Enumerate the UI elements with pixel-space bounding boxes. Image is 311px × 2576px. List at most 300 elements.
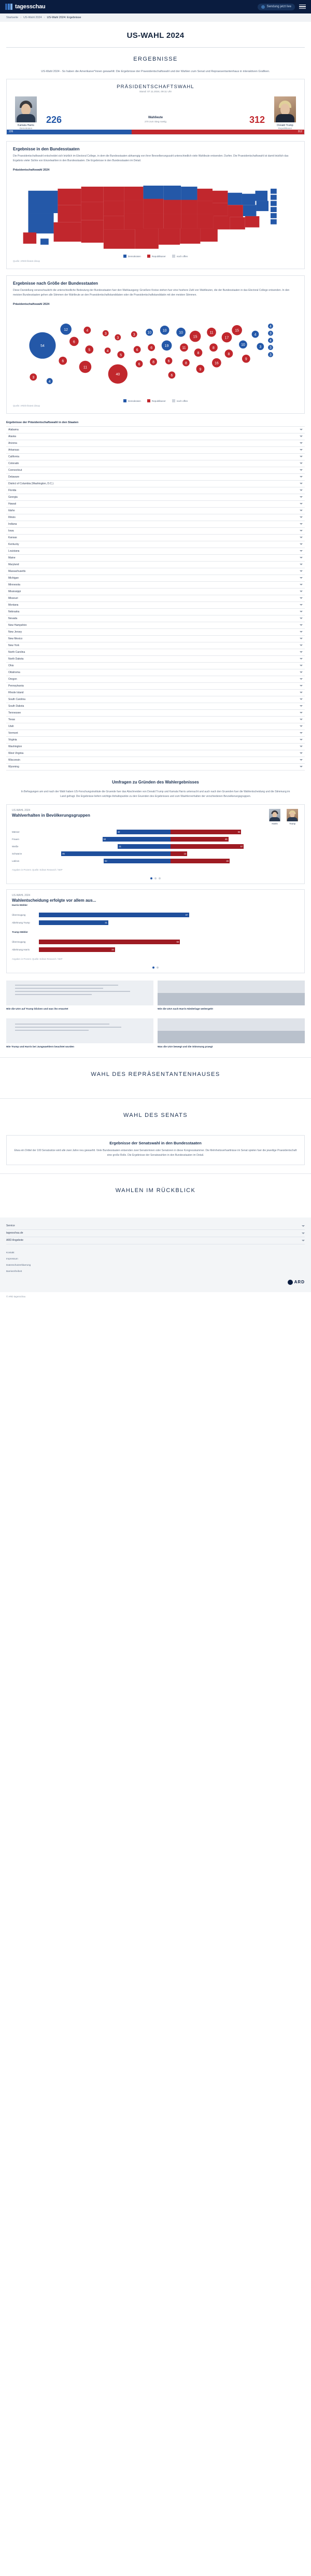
- president-candidates-row: [7, 96, 304, 130]
- chart-bar-trump: 13: [171, 851, 187, 856]
- svg-text:10: 10: [147, 331, 152, 335]
- chevron-down-icon: [300, 564, 303, 565]
- teaser-2[interactable]: [6, 1018, 153, 1049]
- chevron-down-icon: [300, 766, 303, 767]
- live-status-pill[interactable]: [258, 4, 295, 10]
- chevron-down-icon: [302, 1233, 305, 1234]
- chart-groups-header: [7, 805, 304, 825]
- results-intro: US-Wahl 2024 - So haben die Amerikaner*innen gewaehlt: Die Ergebnisse der Praesidentschaftswahl und der Wahlen zum Senat und Repraesentantenhaus in interaktiven Grafiken.: [41, 70, 270, 73]
- chart-bar-harris: 53: [103, 837, 171, 842]
- chart-bar-harris: 41: [118, 844, 171, 849]
- state-row[interactable]: [6, 656, 305, 663]
- teaser-2-thumbnail: [6, 1018, 153, 1043]
- chart-motivation-bars-a: [7, 908, 304, 930]
- teaser-1-title: Wie die USA nach Harris Niederlage weitergeht: [158, 1007, 213, 1011]
- state-row[interactable]: [6, 629, 305, 636]
- chart-card-motivation: [6, 889, 305, 973]
- state-row[interactable]: [6, 582, 305, 589]
- state-row[interactable]: [6, 575, 305, 582]
- svg-text:6: 6: [138, 362, 140, 367]
- state-row[interactable]: [6, 487, 305, 494]
- live-status-label: Sendung jetzt live: [266, 5, 291, 8]
- chevron-down-icon: [300, 698, 303, 700]
- footer: [0, 1217, 311, 1292]
- top-bar: [0, 0, 311, 13]
- bubble-map-source: Quelle: ARD/Infratest dimap: [13, 404, 40, 407]
- breadcrumb-item-0[interactable]: Startseite: [6, 16, 19, 19]
- breadcrumb: [0, 13, 311, 22]
- state-row-label: Michigan: [8, 576, 19, 580]
- chart-bar-row: [12, 920, 299, 926]
- state-map-description: Die Praesidentschaftswahl entscheidet sich letztlich im Electoral College, in dem die Bundesstaaten abhaengig von ihrer Bevoelkerungszahl unterschiedlich viele Wahlleute entsenden. Durfen. Die Praesidentschaftswahl ist damit letztlich das Ergebnis vieler Sichte von Einzelwahlen in den Bundesstaaten. Die Ergebnisse in den Bundesstaaten im Detail.: [13, 154, 289, 162]
- svg-text:12: 12: [64, 328, 68, 332]
- state-row[interactable]: [6, 548, 305, 555]
- bubble-map-description: Diese Darstellung veranschaulicht die unterschiedliche Bedeutung der Bundesstaaten fuer den Wahlausgang: Groeßere Kreise stehen fuer eine hoehere Zahl von Wahlleuten, die der Bundesstaaten in das Electoral College entsenden. In den meisten Bundesstaaten gehen alle Stimmen der Wahlleute an den Praesidentschaftskandidaten oder die Praesidentschaftskandidatin mit den meisten Stimmen.: [13, 288, 290, 297]
- footer-links: [6, 1250, 305, 1275]
- electors-label-main: Wahlleute: [148, 116, 163, 120]
- chart-groups-candidates: [268, 809, 299, 825]
- chevron-down-icon: [300, 543, 303, 545]
- chevron-down-icon: [300, 685, 303, 687]
- chevron-down-icon: [300, 665, 303, 666]
- footer-section-1-label: tagesschau.de: [6, 1231, 23, 1235]
- svg-text:6: 6: [62, 359, 64, 363]
- svg-text:40: 40: [116, 372, 120, 376]
- state-row[interactable]: [6, 602, 305, 609]
- state-row[interactable]: [6, 696, 305, 703]
- state-row[interactable]: [6, 427, 305, 433]
- state-row[interactable]: [6, 744, 305, 750]
- state-row[interactable]: [6, 676, 305, 683]
- harris-electors: 226: [46, 114, 62, 125]
- state-row[interactable]: [6, 757, 305, 764]
- breadcrumb-separator-icon: ›: [20, 16, 22, 19]
- state-row[interactable]: [6, 690, 305, 696]
- state-row[interactable]: [6, 764, 305, 771]
- footer-section-2[interactable]: [6, 1237, 305, 1244]
- teaser-2-title: Wie Trump und Harris bei Jungwaehlern beachtet wurden: [6, 1045, 75, 1048]
- candidate-trump-photo: [274, 96, 296, 122]
- chevron-down-icon: [300, 496, 303, 498]
- state-row-label: Texas: [8, 718, 16, 721]
- chart-bar-row: [12, 836, 299, 842]
- state-row[interactable]: [6, 703, 305, 710]
- chart-bar-track: [42, 830, 299, 834]
- logo-mark-icon: [5, 4, 12, 10]
- chevron-down-icon: [300, 577, 303, 579]
- map-source: Quelle: ARD/Infratest dimap: [13, 259, 40, 262]
- chevron-down-icon: [300, 584, 303, 585]
- state-row[interactable]: [6, 750, 305, 757]
- svg-text:6: 6: [73, 340, 75, 344]
- chart-bar-row: [12, 858, 299, 864]
- brand-name: tagesschau: [15, 4, 46, 10]
- chevron-down-icon: [300, 523, 303, 525]
- svg-text:19: 19: [164, 344, 169, 348]
- state-row[interactable]: [6, 669, 305, 676]
- chevron-down-icon: [300, 442, 303, 444]
- chevron-down-icon: [300, 557, 303, 558]
- chevron-down-icon: [300, 732, 303, 734]
- chart-bar-row: [12, 844, 299, 849]
- state-row[interactable]: [6, 460, 305, 467]
- senate-card-text: Etwa ein Drittel der 100 Senatssitze wird alle zwei Jahre neu gewaehlt. Viele Bundesstaaten entsenden zwei Senatorinnen oder Senatoren in diese Kongresskammer. Die Mehrheitsverhaeltnisse im Senat spielen fuer die jeweilige Praesidentschaft eine große Rolle. Die Ergebnisse der Senatswahlen in den Bundesstaaten im Detail.: [14, 1149, 297, 1157]
- chevron-down-icon: [300, 678, 303, 680]
- svg-text:8: 8: [185, 361, 187, 366]
- retrospective-heading: WAHLEN IM RÜCKBLICK: [115, 1187, 196, 1194]
- state-row-label: Kansas: [8, 536, 17, 539]
- legend-open: noch offen: [172, 255, 188, 258]
- usa-map-svg: [13, 175, 298, 253]
- surveys-heading-block: [0, 771, 311, 787]
- svg-text:8: 8: [197, 351, 200, 355]
- chart-bar-category: Ablehnung Trump: [12, 921, 30, 924]
- chevron-down-icon: [300, 631, 303, 633]
- state-row-label: Wisconsin: [8, 758, 20, 762]
- bar-harris-value: 226: [9, 130, 13, 134]
- teaser-3-title: Was die USA bewegt und die Stimmung praegt: [158, 1045, 213, 1048]
- state-row-label: Minnesota: [8, 583, 21, 586]
- chart-bar-row: [12, 947, 299, 953]
- chart-bar-track: [42, 844, 299, 849]
- state-row[interactable]: [6, 528, 305, 535]
- state-row[interactable]: [6, 663, 305, 669]
- ard-ball-icon: [288, 1280, 293, 1285]
- chevron-down-icon: [300, 597, 303, 599]
- svg-text:3: 3: [32, 375, 35, 380]
- retrospective-section: [0, 1173, 311, 1206]
- state-row[interactable]: [6, 737, 305, 744]
- carousel-dot-1[interactable]: [150, 877, 152, 879]
- chevron-down-icon: [300, 645, 303, 646]
- state-row[interactable]: [6, 467, 305, 474]
- state-row-label: Colorado: [8, 461, 19, 465]
- state-row[interactable]: [6, 541, 305, 548]
- chart-bar-harris: 42: [117, 830, 171, 834]
- state-row[interactable]: [6, 622, 305, 629]
- mini-candidate-harris: [268, 809, 281, 825]
- chevron-down-icon: [300, 638, 303, 639]
- chevron-down-icon: [300, 705, 303, 707]
- state-row-label: Oregon: [8, 677, 17, 681]
- state-row[interactable]: [6, 494, 305, 501]
- usa-bubble-map[interactable]: [13, 309, 298, 397]
- svg-text:5: 5: [88, 348, 91, 352]
- chart-motivation-kicker: US-WAHL 2024: [12, 893, 31, 897]
- chart-carousel-dots[interactable]: [7, 875, 304, 884]
- senate-heading: WAHL DES SENATS: [123, 1112, 188, 1118]
- svg-text:6: 6: [167, 359, 170, 363]
- carousel-dot-2[interactable]: [154, 877, 157, 879]
- svg-text:8: 8: [228, 352, 230, 356]
- chevron-down-icon: [300, 570, 303, 572]
- teaser-0[interactable]: [6, 981, 153, 1011]
- state-row-label: Missouri: [8, 596, 18, 600]
- bar-trump-value: 312: [298, 130, 302, 134]
- state-row-label: Kentucky: [8, 542, 19, 546]
- state-row-label: Wyoming: [8, 765, 19, 768]
- breadcrumb-separator-icon: ›: [44, 16, 45, 19]
- chevron-down-icon: [300, 604, 303, 606]
- chart-bar-value: 63: [39, 940, 180, 944]
- svg-text:9: 9: [245, 357, 247, 361]
- state-row[interactable]: [6, 717, 305, 723]
- state-row[interactable]: [6, 642, 305, 649]
- teaser-3[interactable]: [158, 1018, 305, 1049]
- svg-text:6: 6: [171, 373, 173, 377]
- state-row[interactable]: [6, 615, 305, 622]
- chevron-down-icon: [300, 658, 303, 660]
- bubble-map-legend: [13, 399, 298, 402]
- teaser-1[interactable]: [158, 981, 305, 1011]
- president-timestamp: Stand: 07.11.2024, 09:11 Uhr: [139, 90, 172, 93]
- state-row-label: Oklahoma: [8, 670, 20, 674]
- chart-bar-category: Weiße: [12, 845, 19, 848]
- state-row-label: Montana: [8, 603, 19, 607]
- chart-groups-source: Angaben in Prozent. Quelle: Edison Research / NEP: [12, 868, 63, 871]
- state-row[interactable]: [6, 649, 305, 656]
- footer-section-0[interactable]: [6, 1223, 305, 1230]
- state-row-label: Utah: [8, 724, 14, 728]
- chevron-down-icon: [300, 476, 303, 478]
- state-row[interactable]: [6, 710, 305, 717]
- state-row[interactable]: [6, 595, 305, 602]
- legend-democrats: Demokraten: [123, 255, 141, 258]
- chart-bar-track: [42, 859, 299, 863]
- state-row-label: New Mexico: [8, 637, 23, 640]
- state-row-label: North Dakota: [8, 657, 24, 661]
- svg-text:10: 10: [179, 331, 183, 335]
- chart-bar-category: Schwarze: [12, 852, 22, 855]
- svg-text:10: 10: [162, 329, 167, 333]
- svg-text:8: 8: [213, 346, 215, 350]
- state-row-label: Washington: [8, 745, 22, 748]
- state-row[interactable]: [6, 508, 305, 514]
- chart-bar-trump: 45: [171, 837, 229, 842]
- legend-democrats: Demokraten: [123, 399, 141, 402]
- state-row[interactable]: [6, 562, 305, 568]
- state-map-sublabel: Präsidentschaftswahl 2024: [13, 168, 50, 172]
- state-row-label: Arizona: [8, 441, 17, 445]
- carousel-dot-2[interactable]: [157, 967, 159, 969]
- state-row[interactable]: [6, 440, 305, 447]
- breadcrumb-item-1[interactable]: US-Wahl 2024: [23, 16, 42, 19]
- svg-text:11: 11: [182, 346, 186, 350]
- state-row[interactable]: [6, 474, 305, 481]
- chart-bar-value: 31: [39, 920, 108, 925]
- chart-groups-bars: [7, 825, 304, 867]
- chart-bar-category: Männer: [12, 830, 20, 833]
- state-row-label: Illinois: [8, 515, 16, 519]
- state-row-label: Virginia: [8, 738, 17, 741]
- president-elector-numbers: [38, 115, 273, 130]
- state-row-label: West Virginia: [8, 751, 24, 755]
- state-row[interactable]: [6, 501, 305, 508]
- footer-link-3[interactable]: Barrierefreiheit: [6, 1270, 22, 1272]
- state-row-label: Pennsylvania: [8, 684, 24, 688]
- chart-motivation-dots[interactable]: [7, 964, 304, 973]
- candidate-trump-party: Republikaner: [278, 127, 292, 130]
- candidate-harris-party: Demokraten: [19, 127, 33, 130]
- legend-open: noch offen: [172, 399, 188, 402]
- state-row-label: Indiana: [8, 522, 17, 526]
- state-row-label: Tennessee: [8, 711, 21, 715]
- footer-link-1[interactable]: Impressum: [6, 1257, 18, 1260]
- chevron-down-icon: [300, 530, 303, 531]
- senate-result-card: [6, 1135, 305, 1165]
- legend-republicans: Republikaner: [147, 255, 166, 258]
- carousel-dot-1[interactable]: [152, 967, 154, 969]
- state-row[interactable]: [6, 433, 305, 440]
- state-row[interactable]: [6, 730, 305, 737]
- state-row-label: Hawaii: [8, 502, 17, 506]
- top-bar-right: [258, 4, 306, 10]
- state-row[interactable]: [6, 447, 305, 454]
- svg-text:3: 3: [270, 353, 272, 357]
- chevron-down-icon: [300, 469, 303, 471]
- carousel-dot-3[interactable]: [159, 877, 161, 879]
- bubble-map-title: Ergebnisse nach Größe der Bundesstaaten: [13, 281, 98, 286]
- bubble-map-sublabel: Präsidentschaftswahl 2024: [13, 302, 50, 306]
- svg-text:6: 6: [150, 346, 153, 350]
- chart-motivation-source: Angaben in Prozent. Quelle: Edison Research / NEP: [12, 957, 63, 960]
- state-row[interactable]: [6, 481, 305, 487]
- state-row-label: Florida: [8, 488, 17, 492]
- svg-text:11: 11: [209, 331, 214, 335]
- chevron-down-icon: [300, 489, 303, 491]
- state-row[interactable]: [6, 454, 305, 460]
- chart-bar-value: 34: [39, 947, 115, 952]
- svg-text:8: 8: [152, 360, 154, 365]
- results-heading: ERGEBNISSE: [133, 56, 178, 62]
- chart-groups-kicker: US-WAHL 2024: [12, 808, 31, 812]
- ard-logo[interactable]: [288, 1280, 305, 1285]
- state-row[interactable]: [6, 589, 305, 595]
- chevron-down-icon: [300, 550, 303, 552]
- chart-bar-row: [12, 939, 299, 945]
- teaser-row-2: [6, 1018, 305, 1049]
- state-row-label: Nevada: [8, 617, 18, 620]
- hamburger-icon[interactable]: [299, 5, 306, 9]
- chevron-down-icon: [300, 456, 303, 457]
- candidate-harris-photo: [15, 96, 37, 122]
- chart-groups-title: Wahlverhalten in Bevölkerungsgruppen: [12, 813, 90, 818]
- chevron-down-icon: [300, 719, 303, 720]
- logo-tagesschau[interactable]: [5, 4, 46, 10]
- state-row-label: Georgia: [8, 495, 18, 499]
- svg-text:4: 4: [270, 325, 272, 329]
- chevron-down-icon: [300, 611, 303, 612]
- chevron-down-icon: [300, 463, 303, 464]
- senate-card-title: Ergebnisse der Senatswahl in den Bundesstaaten: [109, 1141, 202, 1145]
- state-row-label: Massachusetts: [8, 569, 26, 573]
- state-row-label: California: [8, 455, 20, 458]
- chart-motivation-group-a: Harris-Wähler: [12, 903, 28, 906]
- state-row-label: Iowa: [8, 529, 14, 533]
- svg-text:4: 4: [106, 349, 109, 353]
- state-row[interactable]: [6, 683, 305, 690]
- chart-card-groups: [6, 804, 305, 884]
- chevron-down-icon: [300, 712, 303, 713]
- state-row-label: Delaware: [8, 475, 20, 479]
- results-heading-block: [0, 48, 311, 66]
- svg-text:4: 4: [254, 333, 257, 337]
- breadcrumb-item-2: US-Wahl 2024: Ergebnisse: [47, 16, 81, 19]
- copyright: © ARD tagesschau: [6, 1295, 26, 1298]
- svg-text:17: 17: [224, 336, 229, 340]
- state-row[interactable]: [6, 514, 305, 521]
- state-row[interactable]: [6, 521, 305, 528]
- footer-section-1[interactable]: [6, 1230, 305, 1237]
- state-row[interactable]: [6, 609, 305, 615]
- state-row[interactable]: [6, 636, 305, 642]
- svg-text:3: 3: [117, 336, 119, 340]
- mini-candidate-harris-photo: [269, 809, 280, 821]
- chevron-down-icon: [300, 725, 303, 727]
- chart-bar-category: Ablehnung Harris: [12, 948, 30, 951]
- chevron-down-icon: [300, 671, 303, 673]
- usa-choropleth-map[interactable]: [13, 175, 298, 253]
- chart-motivation-group-b: Trump-Wähler: [12, 930, 28, 933]
- page-title: US-WAHL 2024: [126, 31, 185, 40]
- state-row[interactable]: [6, 723, 305, 730]
- footer-link-0[interactable]: Kontakt: [6, 1251, 15, 1254]
- state-row-label: Maryland: [8, 563, 19, 566]
- footer-link-2[interactable]: Datenschutzerklaerung: [6, 1264, 31, 1266]
- chart-bar-track: [42, 851, 299, 856]
- states-list-heading: Ergebnisse der Präsidentschaftswahl in den Staaten: [6, 421, 79, 424]
- state-row-label: Idaho: [8, 509, 15, 512]
- state-row-label: Ohio: [8, 664, 14, 667]
- chevron-down-icon: [302, 1240, 305, 1241]
- chart-bar-value: 67: [39, 913, 189, 917]
- state-row-label: Mississippi: [8, 590, 21, 593]
- svg-text:3: 3: [270, 346, 272, 350]
- teaser-0-thumbnail: [6, 981, 153, 1005]
- state-row-label: Nebraska: [8, 610, 20, 613]
- chevron-down-icon: [300, 537, 303, 538]
- chevron-down-icon: [300, 692, 303, 693]
- chevron-down-icon: [300, 429, 303, 430]
- chevron-down-icon: [300, 752, 303, 754]
- teaser-1-thumbnail: [158, 981, 305, 1005]
- electors-label: [145, 116, 166, 124]
- state-row[interactable]: [6, 568, 305, 575]
- chevron-down-icon: [300, 449, 303, 451]
- state-map-card: [6, 141, 305, 269]
- page-title-block: [0, 22, 311, 47]
- chart-bar-harris: 52: [104, 859, 171, 863]
- house-section: [0, 1057, 311, 1090]
- chart-bar-trump: 55: [171, 830, 241, 834]
- state-row[interactable]: [6, 555, 305, 562]
- state-row-label: Alaska: [8, 435, 17, 438]
- states-accordion: [6, 426, 305, 771]
- state-row-label: Arkansas: [8, 448, 19, 452]
- chart-motivation-bars-b: [7, 935, 304, 957]
- chart-motivation-title: Wahlentscheidung erfolgte vor allem aus...: [12, 898, 96, 903]
- chevron-down-icon: [300, 746, 303, 747]
- svg-text:3: 3: [259, 345, 262, 349]
- state-row[interactable]: [6, 535, 305, 541]
- chart-bar-harris: 85: [61, 851, 171, 856]
- chart-bar-category: Latinos: [12, 859, 20, 862]
- chart-bar-row: [12, 912, 299, 918]
- mini-candidate-trump-photo: [287, 809, 298, 821]
- chevron-down-icon: [300, 483, 303, 484]
- candidate-trump: [273, 96, 297, 130]
- state-row-label: New Hampshire: [8, 623, 27, 627]
